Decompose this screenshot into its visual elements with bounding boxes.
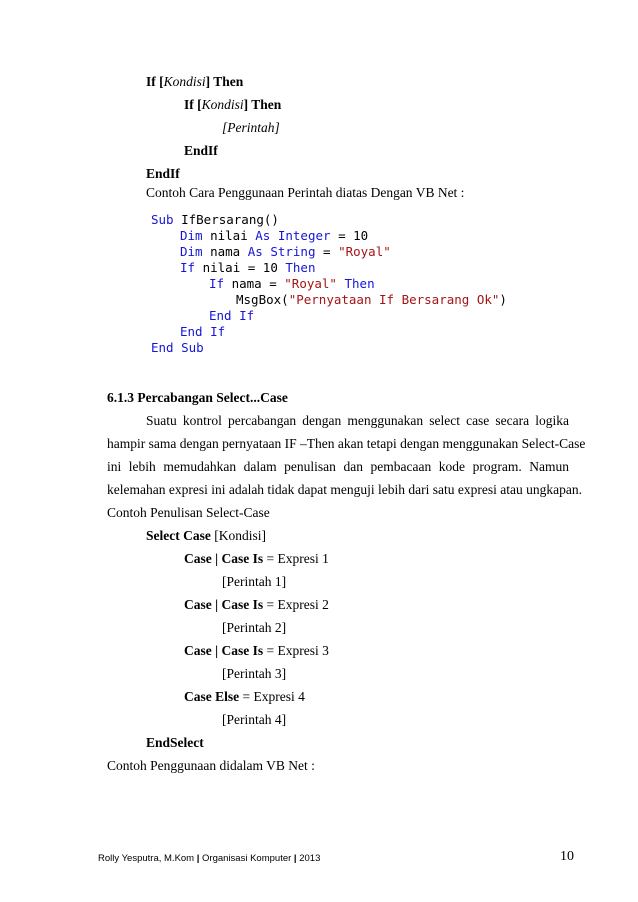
nested-if-endif-outer: EndIf (146, 166, 180, 181)
code-line-7: End If (209, 308, 255, 323)
page-number: 10 (560, 849, 574, 864)
code-line-5: If nama = "Royal" Then (209, 276, 375, 291)
select-case-1: Case | Case Is = Expresi 1 (184, 551, 329, 566)
section-heading: 6.1.3 Percabangan Select...Case (107, 390, 288, 405)
select-command-4: [Perintah 4] (222, 712, 287, 727)
example-intro: Contoh Cara Penggunaan Perintah diatas Dengan VB Net : (146, 185, 465, 200)
code-line-9: End Sub (151, 340, 204, 355)
code-line-3: Dim nama As String = "Royal" (180, 244, 391, 259)
example-usage: Contoh Penggunaan didalam VB Net : (107, 758, 315, 773)
select-command-3: [Perintah 3] (222, 666, 287, 681)
code-line-8: End If (180, 324, 226, 339)
code-line-6: MsgBox("Pernyataan If Bersarang Ok") (236, 292, 507, 307)
footer-author: Rolly Yesputra, M.Kom (98, 853, 195, 864)
nested-if-endif-inner: EndIf (184, 143, 218, 158)
nested-if-line-1: If [Kondisi] Then (146, 74, 244, 89)
select-case-3: Case | Case Is = Expresi 3 (184, 643, 329, 658)
paragraph-line-3: ini lebih memudahkan dalam penulisan dan pembacaan kode program. Namun (107, 459, 569, 474)
code-snippet (128, 208, 528, 358)
code-line-4: If nilai = 10 Then (180, 260, 316, 275)
select-end: EndSelect (146, 735, 204, 750)
select-case-else: Case Else = Expresi 4 (184, 689, 305, 704)
footer-year: 2013 (299, 853, 321, 864)
select-case-head: Select Case [Kondisi] (146, 528, 266, 543)
nested-if-command: [Perintah] (222, 120, 280, 135)
code-line-2: Dim nilai As Integer = 10 (180, 228, 369, 243)
nested-if-line-2: If [Kondisi] Then (184, 97, 282, 112)
paragraph-line-1: Suatu kontrol percabangan dengan menggunakan select case secara logika (146, 413, 569, 428)
paragraph-line-4: kelemahan expresi ini adalah tidak dapat menguji lebih dari satu expresi atau ungkapan. (107, 482, 582, 497)
page-footer: Rolly Yesputra, M.Kom | Organisasi Komputer | 2013 (98, 853, 321, 864)
select-case-2: Case | Case Is = Expresi 2 (184, 597, 329, 612)
paragraph-line-2: hampir sama dengan pernyataan IF –Then akan tetapi dengan menggunakan Select-Case (107, 436, 586, 451)
select-command-1: [Perintah 1] (222, 574, 287, 589)
select-command-2: [Perintah 2] (222, 620, 287, 635)
example-write: Contoh Penulisan Select-Case (107, 505, 270, 520)
code-line-1: Sub IfBersarang() (151, 212, 279, 227)
footer-course: Organisasi Komputer (202, 853, 292, 864)
